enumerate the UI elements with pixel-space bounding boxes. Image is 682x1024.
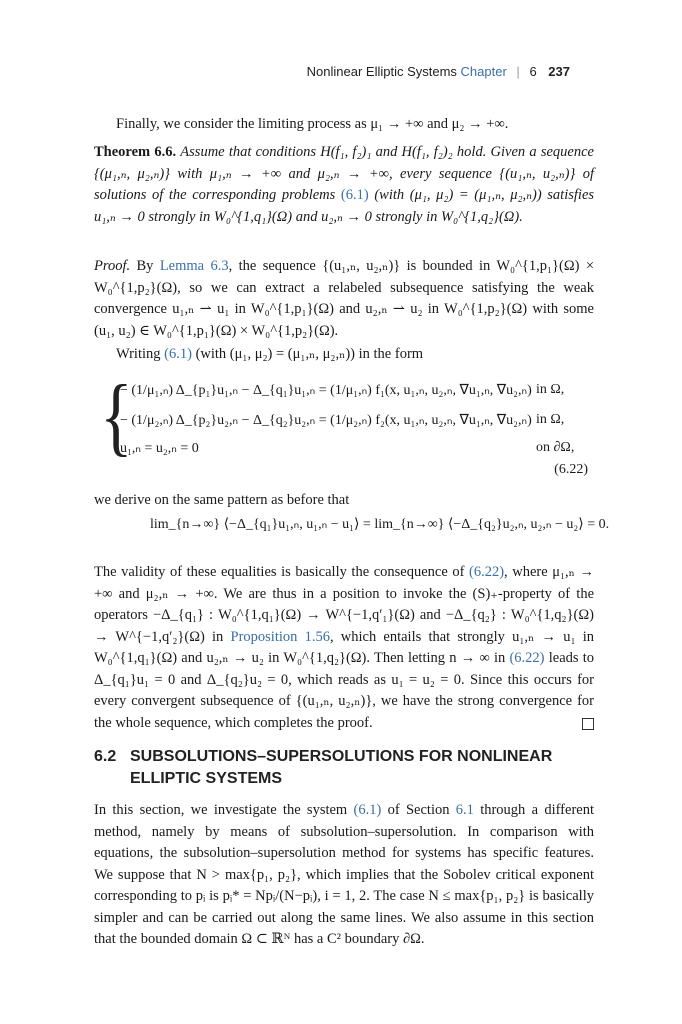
equation-row-3: u₁,ₙ = u₂,ₙ = 0 (120, 441, 199, 456)
equation-row-1-condition: in Ω, (536, 382, 565, 397)
chapter-label: Chapter (460, 64, 507, 79)
left-brace: { (100, 365, 133, 465)
proof-paragraph (94, 256, 594, 342)
proof-text-a: By (136, 258, 154, 274)
eq-622-ref-link-2[interactable]: (6.22) (509, 650, 545, 666)
equation-row-2: − (1/μ₂,ₙ) Δ_{p₂}u₂,ₙ − Δ_{q₂}u₂,ₙ = (1/μ₂,ₙ) f₂(x, u₁,ₙ, u₂,ₙ, ∇u₁,ₙ, ∇u₂,ₙ) (120, 413, 532, 428)
intro-paragraph (94, 114, 594, 136)
section-body-b: of Section (387, 802, 450, 818)
theorem-ref-link[interactable]: (6.1) (340, 187, 369, 203)
eq-622-ref-link[interactable]: (6.22) (468, 564, 505, 580)
section-body-paragraph (94, 800, 594, 951)
book-title: Nonlinear Elliptic Systems (306, 64, 457, 79)
writing-paragraph (94, 344, 594, 366)
equation-row-1: − (1/μ₁,ₙ) Δ_{p₁}u₁,ₙ − Δ_{q₁}u₁,ₙ = (1/μ₁,ₙ) f₁(x, u₁,ₙ, u₂,ₙ, ∇u₁,ₙ, ∇u₂,ₙ) (120, 383, 532, 398)
intro-text: Finally, we consider the limiting process as μ₁ → +∞ and μ₂ → +∞. (116, 116, 509, 132)
validity-text-d: leads to Δ_{q₁}u₁ = 0 and Δ_{q₂}u₂ = 0, which reads as u₁ = u₂ = 0. Since this occurs for every convergent subsequence of {(u₁,ₙ, u₂,ₙ)}, we have the strong convergence for the whole sequence, which completes the proof. (94, 650, 595, 731)
validity-text-a: The validity of these equalities is basically the consequence of (94, 564, 465, 580)
running-head: Nonlinear Elliptic Systems Chapter | 6 237 (306, 64, 570, 79)
validity-text-c: , which entails that strongly u₁,ₙ → u₁ in W₀^{1,q₁}(Ω) and u₂,ₙ → u₂ in W₀^{1,q₂}(Ω). Then letting n → ∞ in (94, 628, 595, 666)
equation-row-2-condition: in Ω, (536, 412, 565, 427)
section-title-line-2: ELLIPTIC SYSTEMS (130, 770, 283, 787)
equation-number: (6.22) (554, 462, 588, 477)
section-heading (94, 746, 594, 790)
chapter-number: 6 (529, 64, 537, 79)
writing-text-b: (with (μ₁, μ₂) = (μ₁,ₙ, μ₂,ₙ)) in the form (195, 346, 424, 362)
theorem-text-1: Assume that conditions H(f₁, f₂)₁ and H(f₁, f₂)₂ hold. Given a sequence {(μ₁,ₙ, μ₂,ₙ)} with μ₁,ₙ → +∞ and μ₂,ₙ → +∞, every sequence {(u₁,ₙ, u₂,ₙ)} of solutions of the corresponding problems (94, 144, 594, 203)
lemma-ref-link[interactable]: Lemma 6.3 (159, 258, 229, 274)
section-number: 6.2 (94, 748, 117, 765)
theorem-text-2: (with (μ₁, μ₂) = (μ₁,ₙ, μ₂,ₙ)) satisfies u₁,ₙ → 0 strongly in W₀^{1,q₁}(Ω) and u₂,ₙ → 0 strongly in W₀^{1,q₂}(Ω). (94, 187, 595, 225)
page-number: 237 (548, 64, 570, 79)
proof-label: Proof. (94, 258, 131, 274)
section-system-ref-link[interactable]: (6.1) (353, 802, 382, 818)
qed-square-icon (582, 718, 594, 730)
equation-system (94, 365, 594, 488)
theorem-block (94, 142, 594, 228)
section-body-c: through a different method, namely by means of subsolution–supersolution. In comparison with equations, the subsolution–supersolution method for systems has specific features. We suppose that N > max{p₁, p₂}, which implies that the Sobolev critical exponent corresponding to pᵢ is pᵢ* = Npᵢ/(N−pᵢ), i = 1, 2. The case N ≤ max{p₁, p₂} is basically simpler and can be carried out along the same lines. We also assume in this section that the bounded domain Ω ⊂ ℝᴺ has a C² boundary ∂Ω. (94, 802, 594, 947)
theorem-label: Theorem 6.6. (94, 144, 177, 160)
writing-text-a: Writing (116, 346, 161, 362)
derive-paragraph (94, 490, 594, 512)
limit-equation: lim_{n→∞} ⟨−Δ_{q₁}u₁,ₙ, u₁,ₙ − u₁⟩ = lim_{n→∞} ⟨−Δ_{q₂}u₂,ₙ, u₂,ₙ − u₂⟩ = 0. (150, 517, 610, 532)
section-body-a: In this section, we investigate the system (94, 802, 348, 818)
proposition-ref-link[interactable]: Proposition 1.56 (230, 628, 330, 645)
validity-paragraph (94, 562, 594, 734)
proof-text-b: , the sequence {(u₁,ₙ, u₂,ₙ)} is bounded in W₀^{1,p₁}(Ω) × W₀^{1,p₂}(Ω), so we can extract a relabeled subsequence satisfying the weak convergence u₁,ₙ ⇀ u₁ in W₀^{1,p₁}(Ω) and u₂,ₙ ⇀ u₂ in W₀^{1,p₂}(Ω) with some (u₁, u₂) ∈ W₀^{1,p₁}(Ω) × W₀^{1,p₂}(Ω). (94, 258, 595, 339)
section-ref-link[interactable]: 6.1 (455, 802, 474, 818)
system-ref-link[interactable]: (6.1) (164, 346, 192, 362)
equation-row-3-condition: on ∂Ω, (536, 440, 575, 455)
derive-text: we derive on the same pattern as before that (94, 492, 350, 508)
section-title-line-1: SUBSOLUTIONS–SUPERSOLUTIONS FOR NONLINEAR (130, 748, 553, 765)
validity-text-b: , where μ₁,ₙ → +∞ and μ₂,ₙ → +∞. We are thus in a position to invoke the (S)₊-property of the operators −Δ_{q₁} : W₀^{1,q₁}(Ω) → W^{−1,q′₁}(Ω) and −Δ_{q₂} : W₀^{1,q₂}(Ω) → W^{−1,q′₂}(Ω) in (94, 564, 594, 645)
